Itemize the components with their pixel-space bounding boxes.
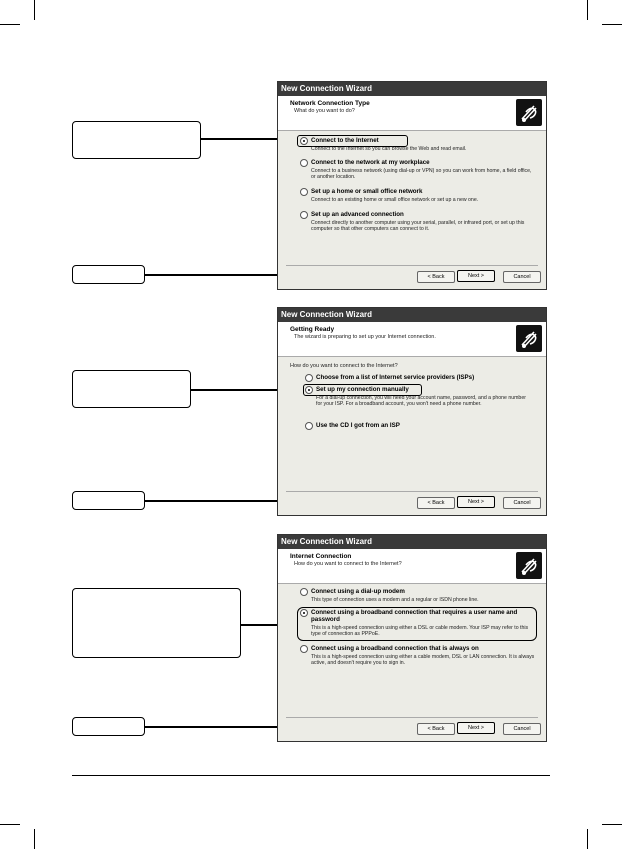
- option-connect-internet[interactable]: Connect to the Internet Connect to the Internet so you can browse the Web and read email.: [300, 137, 535, 152]
- option-connect-workplace[interactable]: Connect to the network at my workplace Connect to a business network (using dial-up or VPN) so you can work from home, a field office, or another location.: [300, 159, 535, 181]
- crop-mark: [602, 824, 622, 825]
- callout-box: [72, 717, 145, 736]
- back-button[interactable]: < Back: [417, 271, 455, 283]
- radio-selected-icon[interactable]: [300, 137, 308, 145]
- wizard-logo-icon: [516, 325, 542, 352]
- wizard-window: [277, 81, 547, 290]
- radio-selected-icon[interactable]: [300, 609, 308, 617]
- next-button[interactable]: Next >: [457, 722, 495, 734]
- cancel-button[interactable]: Cancel: [503, 723, 541, 735]
- wizard-logo-icon: [516, 552, 542, 579]
- question-text: How do you want to connect to the Internet?: [290, 363, 398, 369]
- divider: [286, 491, 538, 492]
- wizard-window: [277, 534, 547, 742]
- option-advanced[interactable]: Set up an advanced connection Connect directly to another computer using your serial, parallel, or infrared port, or set up this computer so that other computers can connect to it.: [300, 211, 535, 233]
- header-title: Network Connection Type: [290, 100, 370, 107]
- next-button[interactable]: Next >: [457, 496, 495, 508]
- option-home-network[interactable]: Set up a home or small office network Connect to an existing home or small office network or set up a new one.: [300, 188, 535, 203]
- crop-mark: [0, 824, 20, 825]
- radio-icon[interactable]: [300, 645, 308, 653]
- back-button[interactable]: < Back: [417, 497, 455, 509]
- radio-icon[interactable]: [300, 159, 308, 167]
- callout-box: [72, 588, 241, 658]
- header-title: Internet Connection: [290, 553, 352, 560]
- header-subtitle: What do you want to do?: [294, 108, 355, 114]
- header-subtitle: The wizard is preparing to set up your Internet connection.: [294, 334, 436, 340]
- wizard-title: New Connection Wizard: [278, 535, 546, 549]
- option-use-cd[interactable]: Use the CD I got from an ISP: [305, 422, 540, 429]
- wizard-header: [278, 322, 546, 357]
- header-title: Getting Ready: [290, 326, 335, 333]
- option-broadband-pppoe[interactable]: Connect using a broadband connection that requires a user name and password This is a high-speed connection using either a DSL or cable modem. Your ISP may refer to this type of connection as PPPoE.: [300, 609, 532, 638]
- option-dialup-modem[interactable]: Connect using a dial-up modem This type of connection uses a modem and a regular or ISDN phone line.: [300, 588, 535, 603]
- footer-rule: [72, 775, 550, 776]
- back-button[interactable]: < Back: [417, 723, 455, 735]
- callout-box: [72, 491, 145, 510]
- next-button[interactable]: Next >: [457, 270, 495, 282]
- wizard-title: New Connection Wizard: [278, 82, 546, 96]
- callout-box: [72, 370, 191, 408]
- callout-box: [72, 121, 201, 159]
- header-subtitle: How do you want to connect to the Internet?: [294, 561, 402, 567]
- crop-mark: [0, 24, 20, 25]
- wizard-window: [277, 307, 547, 516]
- wizard-header: [278, 96, 546, 131]
- cancel-button[interactable]: Cancel: [503, 497, 541, 509]
- radio-icon[interactable]: [300, 188, 308, 196]
- callout-box: [72, 265, 145, 284]
- crop-mark: [587, 829, 588, 849]
- radio-icon[interactable]: [300, 588, 308, 596]
- option-setup-manually[interactable]: Set up my connection manually For a dial-up connection, you will need your account name, password, and a phone number for your ISP. For a broadband account, you won't need a phone number.: [305, 386, 533, 408]
- callout-line: [190, 389, 282, 391]
- wizard-logo-icon: [516, 99, 542, 126]
- crop-mark: [34, 829, 35, 849]
- crop-mark: [587, 0, 588, 20]
- option-broadband-always-on[interactable]: Connect using a broadband connection that is always on This is a high-speed connection using either a cable modem, DSL or LAN connection. It is always active, and doesn't require you to sign in.: [300, 645, 535, 667]
- divider: [286, 717, 538, 718]
- option-choose-isp[interactable]: Choose from a list of Internet service providers (ISPs): [305, 374, 540, 381]
- wizard-header: [278, 549, 546, 584]
- crop-mark: [602, 24, 622, 25]
- radio-selected-icon[interactable]: [305, 386, 313, 394]
- divider: [286, 265, 538, 266]
- radio-icon[interactable]: [305, 374, 313, 382]
- wizard-title: New Connection Wizard: [278, 308, 546, 322]
- radio-icon[interactable]: [300, 211, 308, 219]
- crop-mark: [34, 0, 35, 20]
- radio-icon[interactable]: [305, 422, 313, 430]
- cancel-button[interactable]: Cancel: [503, 271, 541, 283]
